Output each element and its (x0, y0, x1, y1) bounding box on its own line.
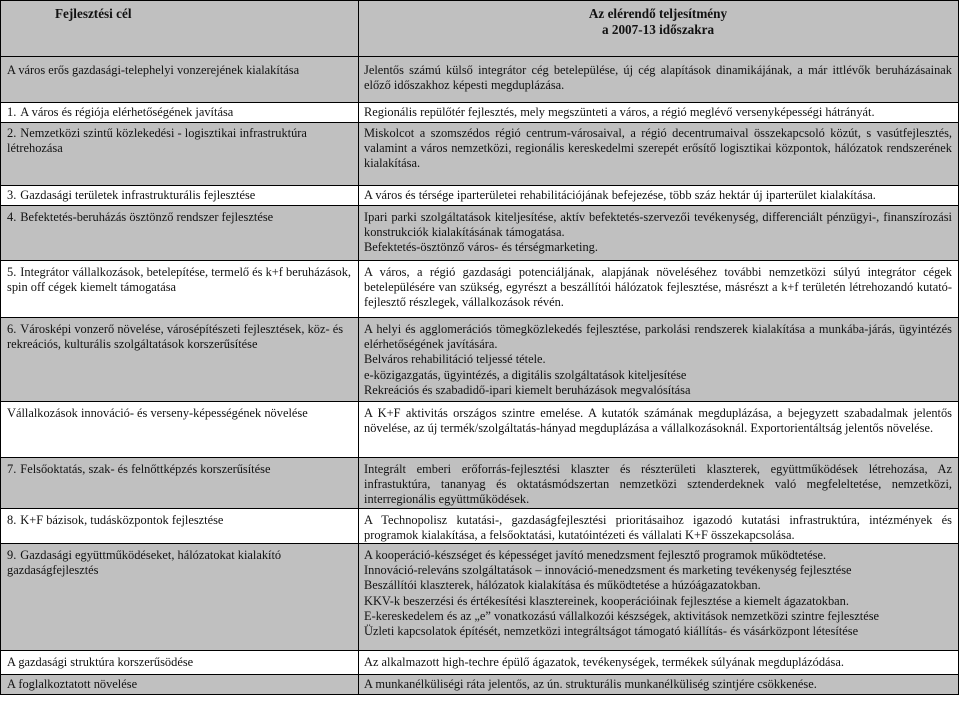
result-cell (359, 103, 959, 123)
result-cell (359, 318, 959, 402)
result-text: Innováció-releváns szolgáltatások – innováció-menedzsment és marketing tevékenység fejlesztése (364, 563, 852, 578)
goal-text: Városképi vonzerő növelése, városépítészeti fejlesztések, köz- és rekreációs, kulturális szolgáltatások korszerűsítése (7, 322, 344, 352)
result-text: Regionális repülőtér fejlesztés, mely megszünteti a város, a régió meglévő versenyképességi hátrányát. (364, 105, 875, 119)
result-cell (359, 186, 959, 206)
goal-text: Felsőoktatás, szak- és felnőttképzés korszerűsítése (20, 462, 271, 476)
goal-cell (1, 123, 359, 186)
table-row (1, 186, 959, 206)
result-text: A K+F aktivitás országos szintre emelése. A kutatók számának megduplázása, a bejegyzett szabadalmak jelentős növelése, az új termék/szolgáltatás-hányad megduplázása a vállalkozásoknál. Exportorientáltság jelentős növelése. (364, 406, 952, 436)
goal-text: Vállalkozások innováció- és verseny-képességének növelése (7, 406, 308, 420)
goal-number: 9. (7, 548, 17, 563)
result-text: A város, a régió gazdasági potenciáljának, alapjának növeléséhez további nemzetközi súlyú integrátor cégek betelepülésére van szükség, egyrészt a beszállítói hálózatok fejlesztése, másrészt a k+f területén létrehozandó kutató-fejlesztő részlegek, vállalkozások révén. (364, 265, 952, 310)
goal-number: 1. (7, 105, 17, 119)
goal-number: 5. (7, 265, 17, 279)
goal-text: A gazdasági struktúra korszerűsödése (7, 655, 194, 670)
result-text: A helyi és agglomerációs tömegközlekedés fejlesztése, parkolási rendszerek kialakítása a munkába-járás, ügyintézés elérhetőségének javítására. (364, 322, 952, 352)
goal-cell (1, 318, 359, 402)
goal-number: 2. (7, 126, 17, 140)
result-text: Rekreációs és szabadidő-ipari kiemelt beruházások megvalósítása (364, 382, 691, 397)
result-cell (359, 675, 959, 695)
result-cell (359, 651, 959, 675)
table-row (1, 103, 959, 123)
result-cell (359, 402, 959, 458)
goal-cell (1, 675, 359, 695)
result-text: E-kereskedelem és az „e” vonatkozású vállalkozói készségek, aktivitások nemzetközi szintre fejlesztése (364, 608, 880, 623)
goal-text: Integrátor vállalkozások, betelepítése, termelő és k+f beruházások, spin off cégek kiemelt támogatása (7, 265, 352, 295)
header-goal: Fejlesztési cél (1, 1, 359, 57)
result-cell (359, 57, 959, 103)
result-cell (359, 206, 959, 261)
result-text: A munkanélküliségi ráta jelentős, az ún. strukturális munkanélküliség szintjére csökkenése. (364, 677, 817, 692)
result-text: Ipari parki szolgáltatások kiteljesítése, aktív befektetés-szervezői tevékenység, differenciált pénzügyi-, finanszírozási konstrukciók kialakításának támogatása. (364, 210, 952, 240)
goal-cell (1, 186, 359, 206)
goal-cell (1, 508, 359, 543)
goal-cell (1, 261, 359, 318)
goal-cell (1, 402, 359, 458)
table-row (1, 318, 959, 402)
table-row (1, 261, 959, 318)
goal-number: 6. (7, 322, 17, 336)
result-text: A kooperáció-készséget és képességet javító menedzsment fejlesztő programok működtetése. (364, 548, 827, 563)
result-text: Üzleti kapcsolatok építését, nemzetközi integráltságot támogató kiállítás- és vásárközpont létesítése (364, 624, 859, 639)
result-text: Beszállítói klaszterek, hálózatok kialakítása és működtetése a húzóágazatokban. (364, 578, 761, 593)
goal-text: A város és régiója elérhetőségének javítása (20, 105, 234, 119)
goal-cell (1, 544, 359, 651)
goal-cell (1, 458, 359, 509)
goal-number: 7. (7, 462, 17, 476)
goal-number: 8. (7, 512, 17, 527)
result-cell (359, 458, 959, 509)
result-cell (359, 261, 959, 318)
table-row (1, 508, 959, 543)
goal-text: Befektetés-beruházás ösztönző rendszer fejlesztése (20, 210, 274, 224)
goal-cell (1, 57, 359, 103)
goal-text: A város erős gazdasági-telephelyi vonzerejének kialakítása (7, 63, 300, 77)
result-text: Jelentős számú külső integrátor cég betelepülése, új cég alapítások dinamikájának, a már ittlévők beruházásainak előző időszakhoz képesti megduplázása. (364, 63, 952, 93)
goal-text: Gazdasági együttműködéseket, hálózatokat kialakító gazdaságfejlesztés (7, 548, 282, 578)
goal-cell (1, 651, 359, 675)
table-row (1, 206, 959, 261)
table-row (1, 651, 959, 675)
goal-number: 4. (7, 210, 17, 224)
table-row (1, 57, 959, 103)
result-cell (359, 508, 959, 543)
result-text: A Technopolisz kutatási-, gazdaságfejlesztési prioritásaihoz igazodó kutatási infrastruktúra, intézmények és programok kialakítása, a felsőoktatási, kutatóintézeti és vállalati K+F összekapcsolása. (364, 512, 952, 542)
result-cell (359, 123, 959, 186)
goal-cell (1, 103, 359, 123)
table-row (1, 123, 959, 186)
table-row (1, 675, 959, 695)
table-header-row (1, 1, 959, 57)
result-text: Az alkalmazott high-techre épülő ágazatok, tevékenységek, termékek súlyának megduplázódása. (364, 655, 844, 670)
result-text: KKV-k beszerzési és értékesítési klasztereinek, kooperációinak fejlesztése a kiemelt ágazatokban. (364, 593, 849, 608)
header-result: Az elérendő teljesítmény a 2007-13 időszakra (359, 1, 959, 57)
result-text: e-közigazgatás, ügyintézés, a digitális szolgáltatások kiteljesítése (364, 367, 687, 382)
result-text: Integrált emberi erőforrás-fejlesztési klaszter és részterületi klaszterek, együttműködések létrehozása, Az infrastuktúra, tananyag és oktatásmódszertan nemzetközi sztenderdeknek való megfeleltetése, nemzetközi, interregionális együttműködések. (364, 462, 952, 507)
goal-number: 3. (7, 188, 17, 202)
table-row (1, 458, 959, 509)
goal-text: Gazdasági területek infrastrukturális fejlesztése (20, 188, 256, 202)
result-text: Belváros rehabilitáció teljessé tétele. (364, 352, 546, 367)
goal-text: K+F bázisok, tudásközpontok fejlesztése (20, 512, 224, 527)
result-text: Befektetés-ösztönző város- és térségmarketing. (364, 240, 598, 255)
table-row (1, 402, 959, 458)
goal-text: A foglalkoztatott növelése (7, 677, 138, 692)
result-cell (359, 544, 959, 651)
result-text: Miskolcot a szomszédos régió centrum-városaival, a régió decentrumaival összekapcsoló közút, s vasútfejlesztés, valamint a város nemzetközi, regionális kereskedelmi szerepét erősítő logisztikai központok, hálózatok rendszerének kialakítása. (364, 126, 952, 171)
table-row (1, 544, 959, 651)
result-text: A város és térsége iparterületei rehabilitációjának befejezése, több száz hektár új iparterület kialakítása. (364, 188, 876, 202)
goal-cell (1, 206, 359, 261)
goal-text: Nemzetközi szintű közlekedési - logisztikai infrastruktúra létrehozása (7, 126, 307, 156)
